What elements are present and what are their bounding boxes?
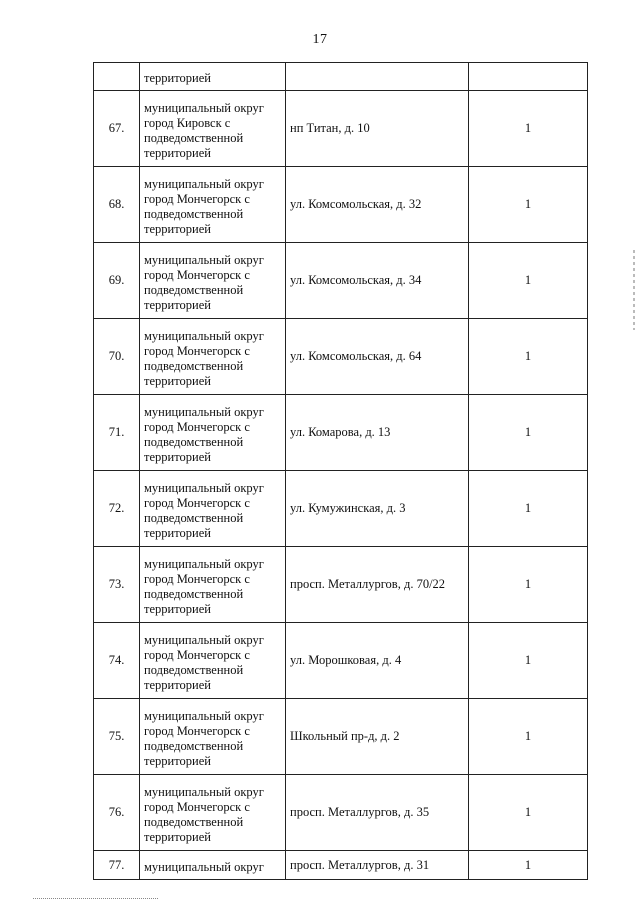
municipality-cell: муниципальный округ город Мончегорск с подведомственной территорией bbox=[140, 699, 286, 775]
address-cell bbox=[286, 63, 469, 91]
address-cell: ул. Кумужинская, д. 3 bbox=[286, 471, 469, 547]
count-cell: 1 bbox=[469, 851, 588, 880]
table-row bbox=[94, 319, 588, 395]
table-row bbox=[94, 471, 588, 547]
row-number-cell: 73. bbox=[94, 547, 140, 623]
address-cell: просп. Металлургов, д. 31 bbox=[286, 851, 469, 880]
table-row bbox=[94, 623, 588, 699]
count-cell: 1 bbox=[469, 699, 588, 775]
row-number-cell: 76. bbox=[94, 775, 140, 851]
count-cell: 1 bbox=[469, 167, 588, 243]
municipality-cell: муниципальный округ город Мончегорск с подведомственной территорией bbox=[140, 623, 286, 699]
address-cell: просп. Металлургов, д. 70/22 bbox=[286, 547, 469, 623]
address-cell: Школьный пр-д, д. 2 bbox=[286, 699, 469, 775]
page-number: 17 bbox=[312, 32, 328, 47]
count-cell: 1 bbox=[469, 775, 588, 851]
count-cell: 1 bbox=[469, 547, 588, 623]
footer-rule bbox=[33, 898, 158, 899]
row-number-cell: 68. bbox=[94, 167, 140, 243]
registry-table-body bbox=[94, 63, 588, 880]
count-cell: 1 bbox=[469, 395, 588, 471]
municipality-cell: муниципальный округ город Мончегорск с подведомственной территорией bbox=[140, 319, 286, 395]
table-row bbox=[94, 547, 588, 623]
address-cell: ул. Комсомольская, д. 34 bbox=[286, 243, 469, 319]
row-number-cell: 77. bbox=[94, 851, 140, 880]
address-cell: нп Титан, д. 10 bbox=[286, 91, 469, 167]
municipality-cell: территорией bbox=[140, 63, 286, 91]
address-cell: просп. Металлургов, д. 35 bbox=[286, 775, 469, 851]
row-number-cell: 69. bbox=[94, 243, 140, 319]
row-number-cell bbox=[94, 63, 140, 91]
count-cell: 1 bbox=[469, 471, 588, 547]
municipality-cell: муниципальный округ город Мончегорск с подведомственной территорией bbox=[140, 471, 286, 547]
municipality-cell: муниципальный округ город Кировск с подведомственной территорией bbox=[140, 91, 286, 167]
count-cell: 1 bbox=[469, 243, 588, 319]
row-number-cell: 67. bbox=[94, 91, 140, 167]
address-cell: ул. Комсомольская, д. 32 bbox=[286, 167, 469, 243]
margin-scan-mark bbox=[633, 250, 635, 330]
row-number-cell: 75. bbox=[94, 699, 140, 775]
address-cell: ул. Морошковая, д. 4 bbox=[286, 623, 469, 699]
count-cell: 1 bbox=[469, 319, 588, 395]
registry-table bbox=[93, 62, 588, 880]
count-cell: 1 bbox=[469, 91, 588, 167]
table-row bbox=[94, 63, 588, 91]
table-row bbox=[94, 91, 588, 167]
municipality-cell: муниципальный округ город Мончегорск с подведомственной территорией bbox=[140, 243, 286, 319]
municipality-cell: муниципальный округ город Мончегорск с подведомственной территорией bbox=[140, 547, 286, 623]
row-number-cell: 72. bbox=[94, 471, 140, 547]
municipality-cell: муниципальный округ bbox=[140, 851, 286, 880]
table-row bbox=[94, 243, 588, 319]
table-row bbox=[94, 167, 588, 243]
table-row bbox=[94, 851, 588, 880]
row-number-cell: 71. bbox=[94, 395, 140, 471]
count-cell: 1 bbox=[469, 623, 588, 699]
municipality-cell: муниципальный округ город Мончегорск с подведомственной территорией bbox=[140, 775, 286, 851]
municipality-cell: муниципальный округ город Мончегорск с подведомственной территорией bbox=[140, 167, 286, 243]
row-number-cell: 70. bbox=[94, 319, 140, 395]
row-number-cell: 74. bbox=[94, 623, 140, 699]
table-row bbox=[94, 699, 588, 775]
municipality-cell: муниципальный округ город Мончегорск с подведомственной территорией bbox=[140, 395, 286, 471]
table-row bbox=[94, 395, 588, 471]
address-cell: ул. Комсомольская, д. 64 bbox=[286, 319, 469, 395]
address-cell: ул. Комарова, д. 13 bbox=[286, 395, 469, 471]
table-row bbox=[94, 775, 588, 851]
count-cell bbox=[469, 63, 588, 91]
